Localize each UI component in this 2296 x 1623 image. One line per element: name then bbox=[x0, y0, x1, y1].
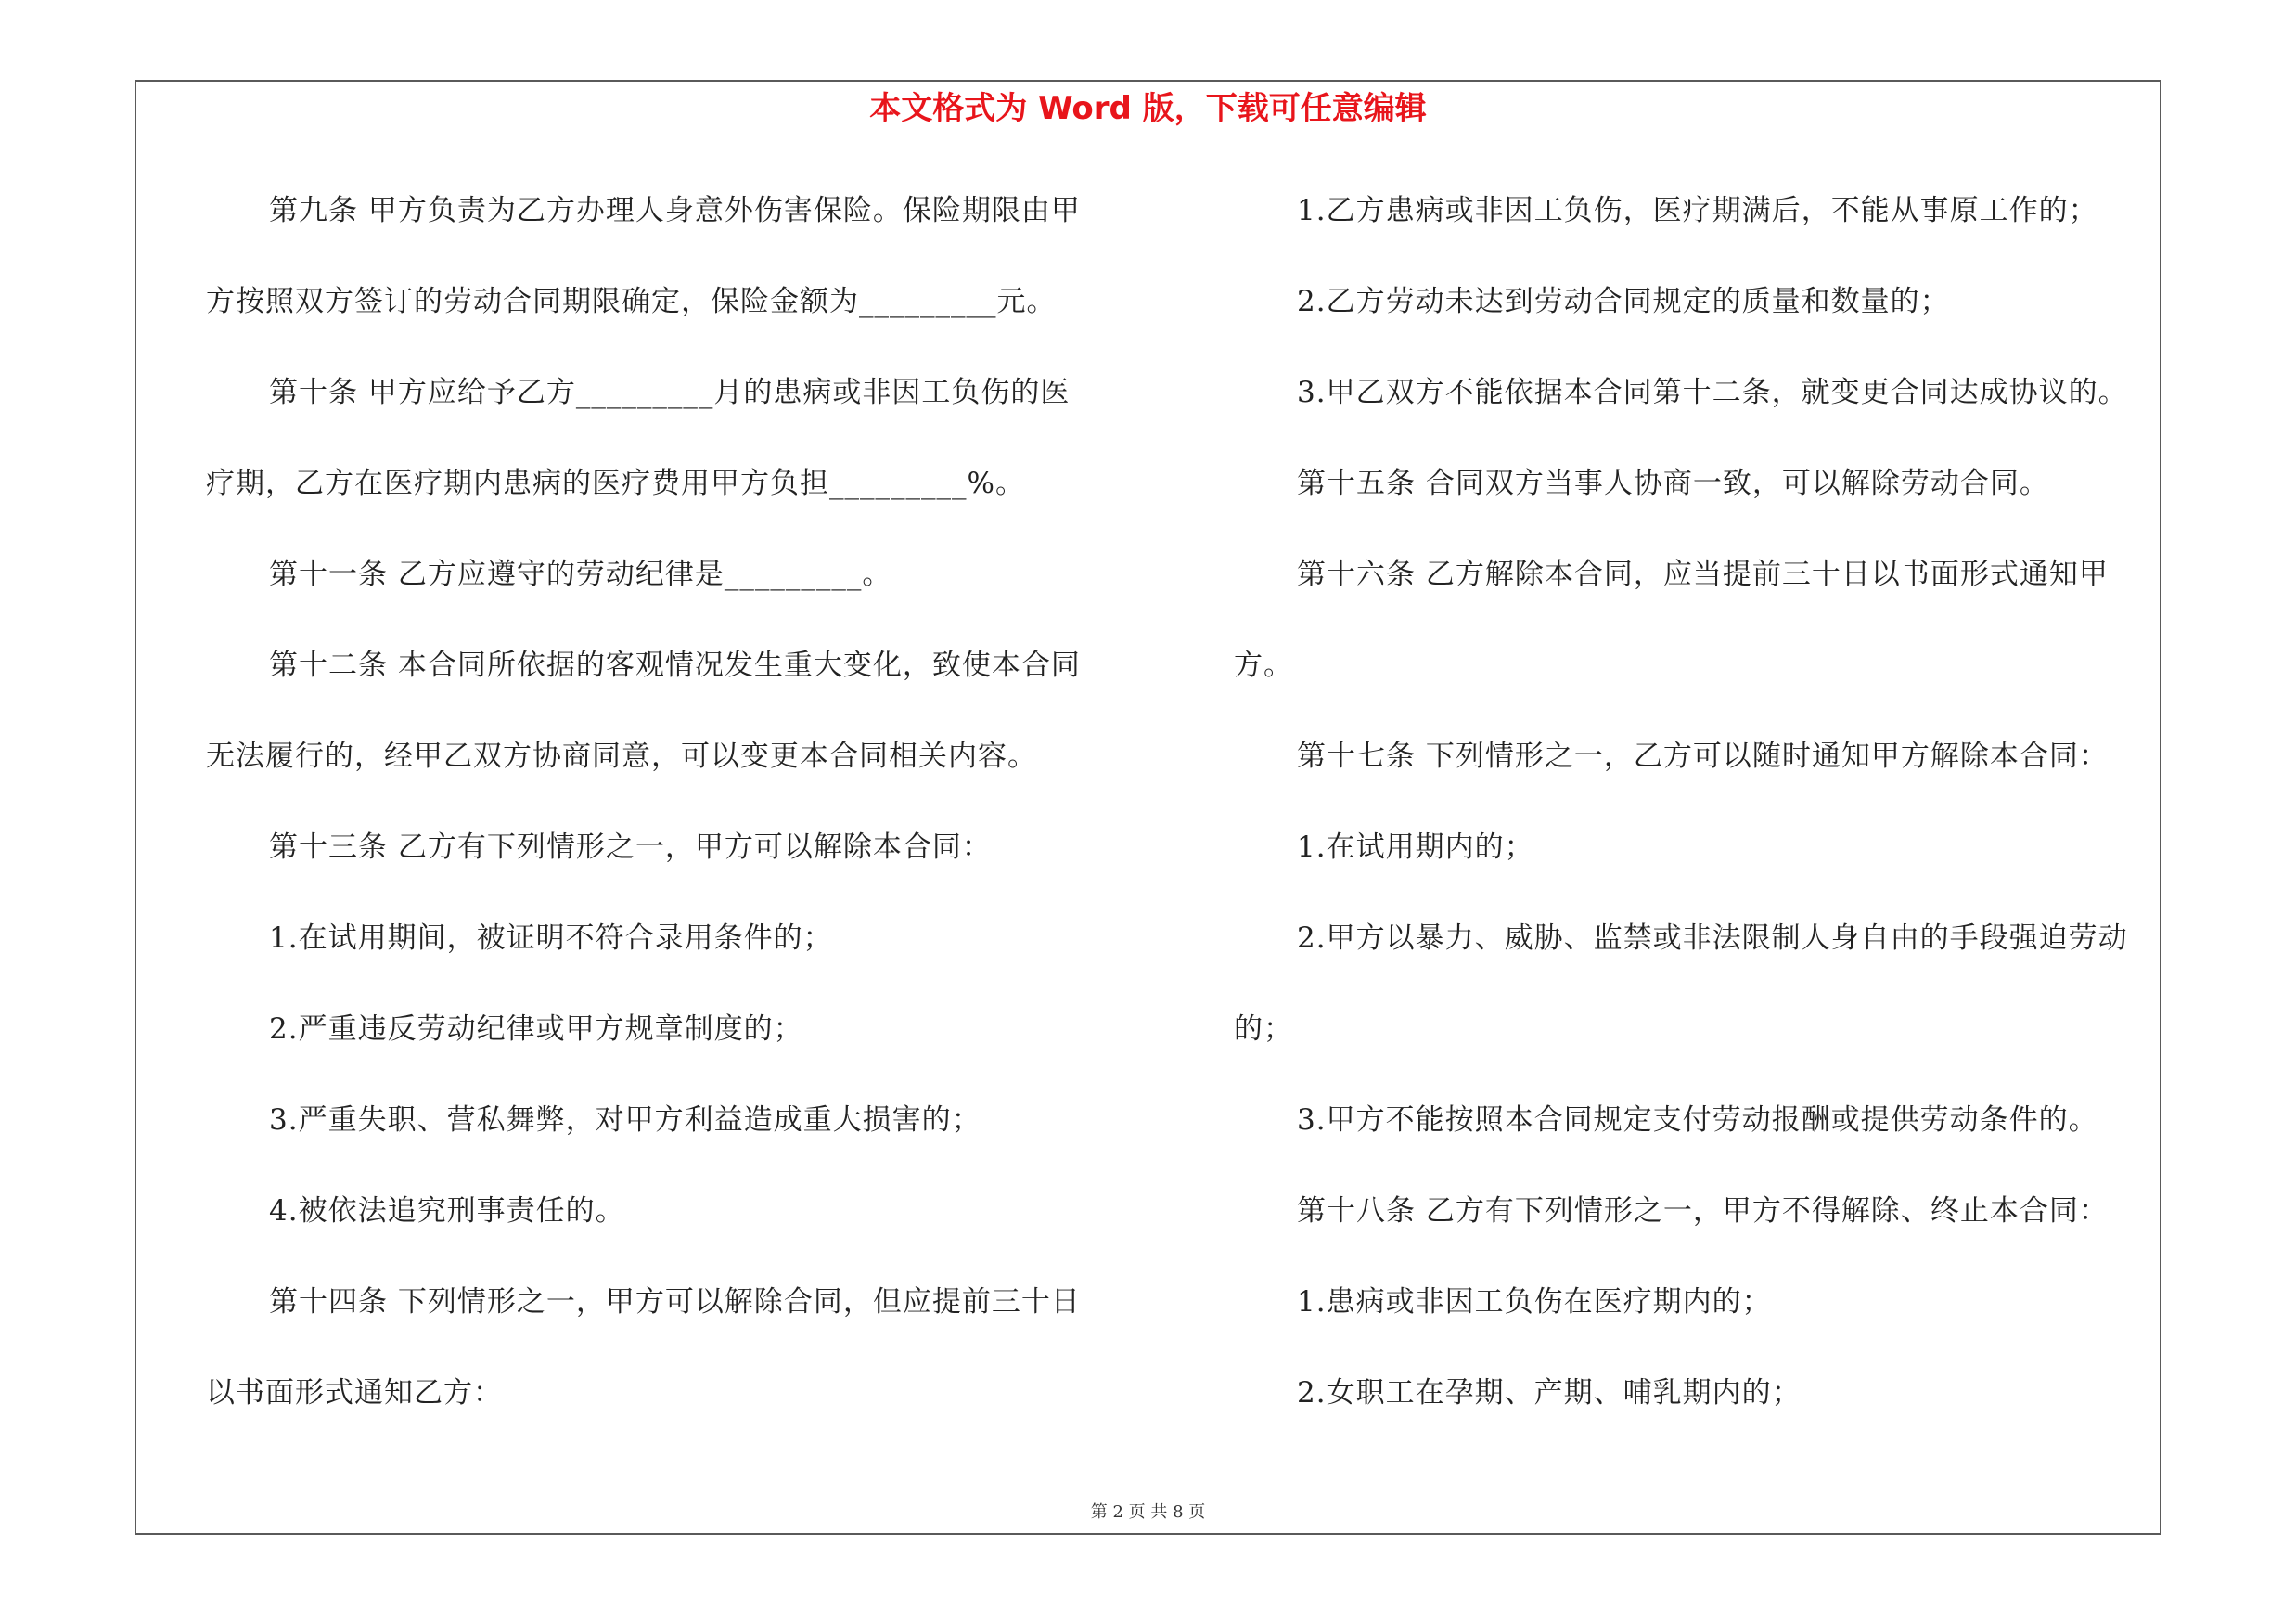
right-line-13: 1.患病或非因工负伤在医疗期内的； bbox=[1297, 1285, 1772, 1319]
page-footer: 第 2 页 共 8 页 bbox=[1090, 1502, 1206, 1522]
left-line-10: 2.严重违反劳动纪律或甲方规章制度的； bbox=[269, 1012, 803, 1046]
left-line-8: 第十三条 乙方有下列情形之一，甲方可以解除本合同： bbox=[269, 831, 992, 864]
left-column bbox=[206, 165, 1143, 1438]
right-line-3: 3.甲乙双方不能依据本合同第十二条，就变更合同达成协议的。 bbox=[1297, 376, 2128, 409]
right-line-10: 的； bbox=[1234, 1012, 1293, 1046]
left-line-11: 3.严重失职、营私舞弊，对甲方利益造成重大损害的； bbox=[269, 1103, 981, 1137]
left-line-12: 4.被依法追究刑事责任的。 bbox=[269, 1194, 625, 1228]
right-line-9: 2.甲方以暴力、威胁、监禁或非法限制人身自由的手段强迫劳动 bbox=[1297, 921, 2128, 955]
left-line-1: 第九条 甲方负责为乙方办理人身意外伤害保险。保险期限由甲 bbox=[269, 194, 1081, 227]
right-line-8: 1.在试用期内的； bbox=[1297, 831, 1534, 864]
left-line-2: 方按照双方签订的劳动合同期限确定，保险金额为_________元。 bbox=[206, 285, 1057, 318]
right-line-5: 第十六条 乙方解除本合同，应当提前三十日以书面形式通知甲 bbox=[1297, 558, 2109, 591]
left-line-3: 第十条 甲方应给予乙方_________月的患病或非因工负伤的医 bbox=[269, 376, 1071, 409]
right-line-2: 2.乙方劳动未达到劳动合同规定的质量和数量的； bbox=[1297, 285, 1950, 318]
right-line-7: 第十七条 下列情形之一，乙方可以随时通知甲方解除本合同： bbox=[1297, 740, 2109, 773]
left-line-7: 无法履行的，经甲乙双方协商同意，可以变更本合同相关内容。 bbox=[206, 740, 1037, 773]
left-line-9: 1.在试用期间，被证明不符合录用条件的； bbox=[269, 921, 833, 955]
left-line-4: 疗期，乙方在医疗期内患病的医疗费用甲方负担_________%。 bbox=[206, 467, 1025, 500]
right-line-14: 2.女职工在孕期、产期、哺乳期内的； bbox=[1297, 1376, 1802, 1410]
document-banner: 本文格式为 Word 版，下载可任意编辑 bbox=[869, 90, 1427, 127]
left-line-6: 第十二条 本合同所依据的客观情况发生重大变化，致使本合同 bbox=[269, 649, 1081, 682]
left-line-14: 以书面形式通知乙方： bbox=[206, 1376, 503, 1410]
left-line-13: 第十四条 下列情形之一，甲方可以解除合同，但应提前三十日 bbox=[269, 1285, 1081, 1319]
right-line-12: 第十八条 乙方有下列情形之一，甲方不得解除、终止本合同： bbox=[1297, 1194, 2109, 1228]
right-line-4: 第十五条 合同双方当事人协商一致，可以解除劳动合同。 bbox=[1297, 467, 2049, 500]
left-line-5: 第十一条 乙方应遵守的劳动纪律是_________。 bbox=[269, 558, 892, 591]
right-column bbox=[1234, 165, 2175, 1438]
right-line-6: 方。 bbox=[1234, 649, 1293, 682]
right-line-11: 3.甲方不能按照本合同规定支付劳动报酬或提供劳动条件的。 bbox=[1297, 1103, 2098, 1137]
right-line-1: 1.乙方患病或非因工负伤，医疗期满后，不能从事原工作的； bbox=[1297, 194, 2098, 227]
